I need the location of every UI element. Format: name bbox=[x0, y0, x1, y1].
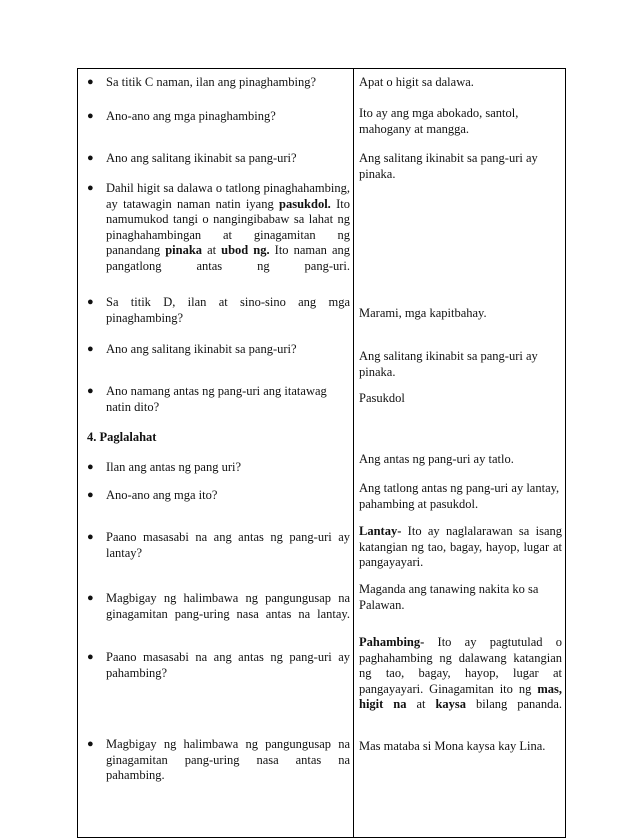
question-c-count: ● Sa titik C naman, ilan ang pinaghambing? bbox=[87, 75, 317, 89]
bullet-icon: ● bbox=[87, 738, 94, 750]
answer-attached-word-2: Ang salitang ikinabit sa pang-uri ay pinaka. bbox=[359, 349, 538, 379]
bullet-icon: ● bbox=[87, 182, 94, 194]
question-pahambing-example: ● Magbigay ng halimbawa ng pangungusap na ginagamitan pang-uring nasa antas na pahambing. bbox=[87, 737, 350, 782]
bullet-icon: ● bbox=[87, 296, 94, 308]
answer-compared-items: Ito ay ang mga abokado, santol, mahogany at mangga. bbox=[359, 106, 519, 136]
bullet-icon: ● bbox=[87, 651, 94, 663]
bullet-icon: ● bbox=[87, 531, 94, 543]
question-degree-name: ● Ano namang antas ng pang-uri ang itatawag natin dito? bbox=[87, 384, 327, 414]
bullet-icon: ● bbox=[87, 152, 94, 164]
question-pahambing: ● Paano masasabi na ang antas ng pang-uri ay pahambing? bbox=[87, 650, 350, 680]
bullet-icon: ● bbox=[87, 343, 94, 355]
answer-degree-name: Pasukdol bbox=[359, 391, 405, 405]
explanation-pasukdol: ● Dahil higit sa dalawa o tatlong pinaghahambing, ay tatawagin naman natin iyang pasukdol. Ito namumukod tangi o nangingibabaw sa lahat ng pinaghahambingan at ginagamitan ng panandang pinaka at ubod ng. Ito naman ang pangatlong antas ng pang-uri. bbox=[87, 181, 350, 273]
question-lantay-example: ● Magbigay ng halimbawa ng pangungusap na ginagamitan pang-uring nasa antas na lantay. bbox=[87, 591, 350, 621]
question-attached-word: ● Ano ang salitang ikinabit sa pang-uri? bbox=[87, 151, 297, 165]
question-lantay: ● Paano masasabi na ang antas ng pang-uri ay lantay? bbox=[87, 530, 350, 560]
bullet-icon: ● bbox=[87, 110, 94, 122]
bullet-icon: ● bbox=[87, 461, 94, 473]
question-degree-count: ● Ilan ang antas ng pang uri? bbox=[87, 460, 242, 474]
answer-attached-word: Ang salitang ikinabit sa pang-uri ay pinaka. bbox=[359, 151, 538, 181]
answer-pahambing-example: Mas mataba si Mona kaysa kay Lina. bbox=[359, 739, 546, 753]
answer-degree-count: Ang antas ng pang-uri ay tatlo. bbox=[359, 452, 514, 466]
answer-pahambing: Pahambing- Ito ay pagtutulad o paghahambing ng dalawang katangian ng tao, bagay, hayop, lugar at pangayayari. Ginagamitan ito ng mas, higit na at kaysa bilang pananda. bbox=[359, 635, 562, 711]
question-compared-items: ● Ano-ano ang mga pinaghambing? bbox=[87, 109, 276, 123]
question-d-compared: ● Sa titik D, ilan at sino-sino ang mga pinaghambing? bbox=[87, 295, 350, 325]
question-degree-list: ● Ano-ano ang mga ito? bbox=[87, 488, 218, 502]
answer-degree-list: Ang tatlong antas ng pang-uri ay lantay, pahambing at pasukdol. bbox=[359, 481, 560, 511]
answer-lantay: Lantay- Ito ay naglalarawan sa isang katangian ng tao, bagay, hayop, lugar at pangayayari. bbox=[359, 524, 562, 569]
bullet-icon: ● bbox=[87, 489, 94, 501]
lesson-table bbox=[77, 68, 566, 838]
bullet-icon: ● bbox=[87, 385, 94, 397]
section-heading: 4. Paglalahat bbox=[87, 430, 157, 444]
question-attached-word-2: ● Ano ang salitang ikinabit sa pang-uri? bbox=[87, 342, 297, 356]
bullet-icon: ● bbox=[87, 76, 94, 88]
column-divider bbox=[353, 69, 354, 837]
answer-count: Apat o higit sa dalawa. bbox=[359, 75, 474, 89]
bullet-icon: ● bbox=[87, 592, 94, 604]
answer-lantay-example: Maganda ang tanawing nakita ko sa Palawan. bbox=[359, 582, 539, 612]
answer-d-compared: Marami, mga kapitbahay. bbox=[359, 306, 487, 320]
